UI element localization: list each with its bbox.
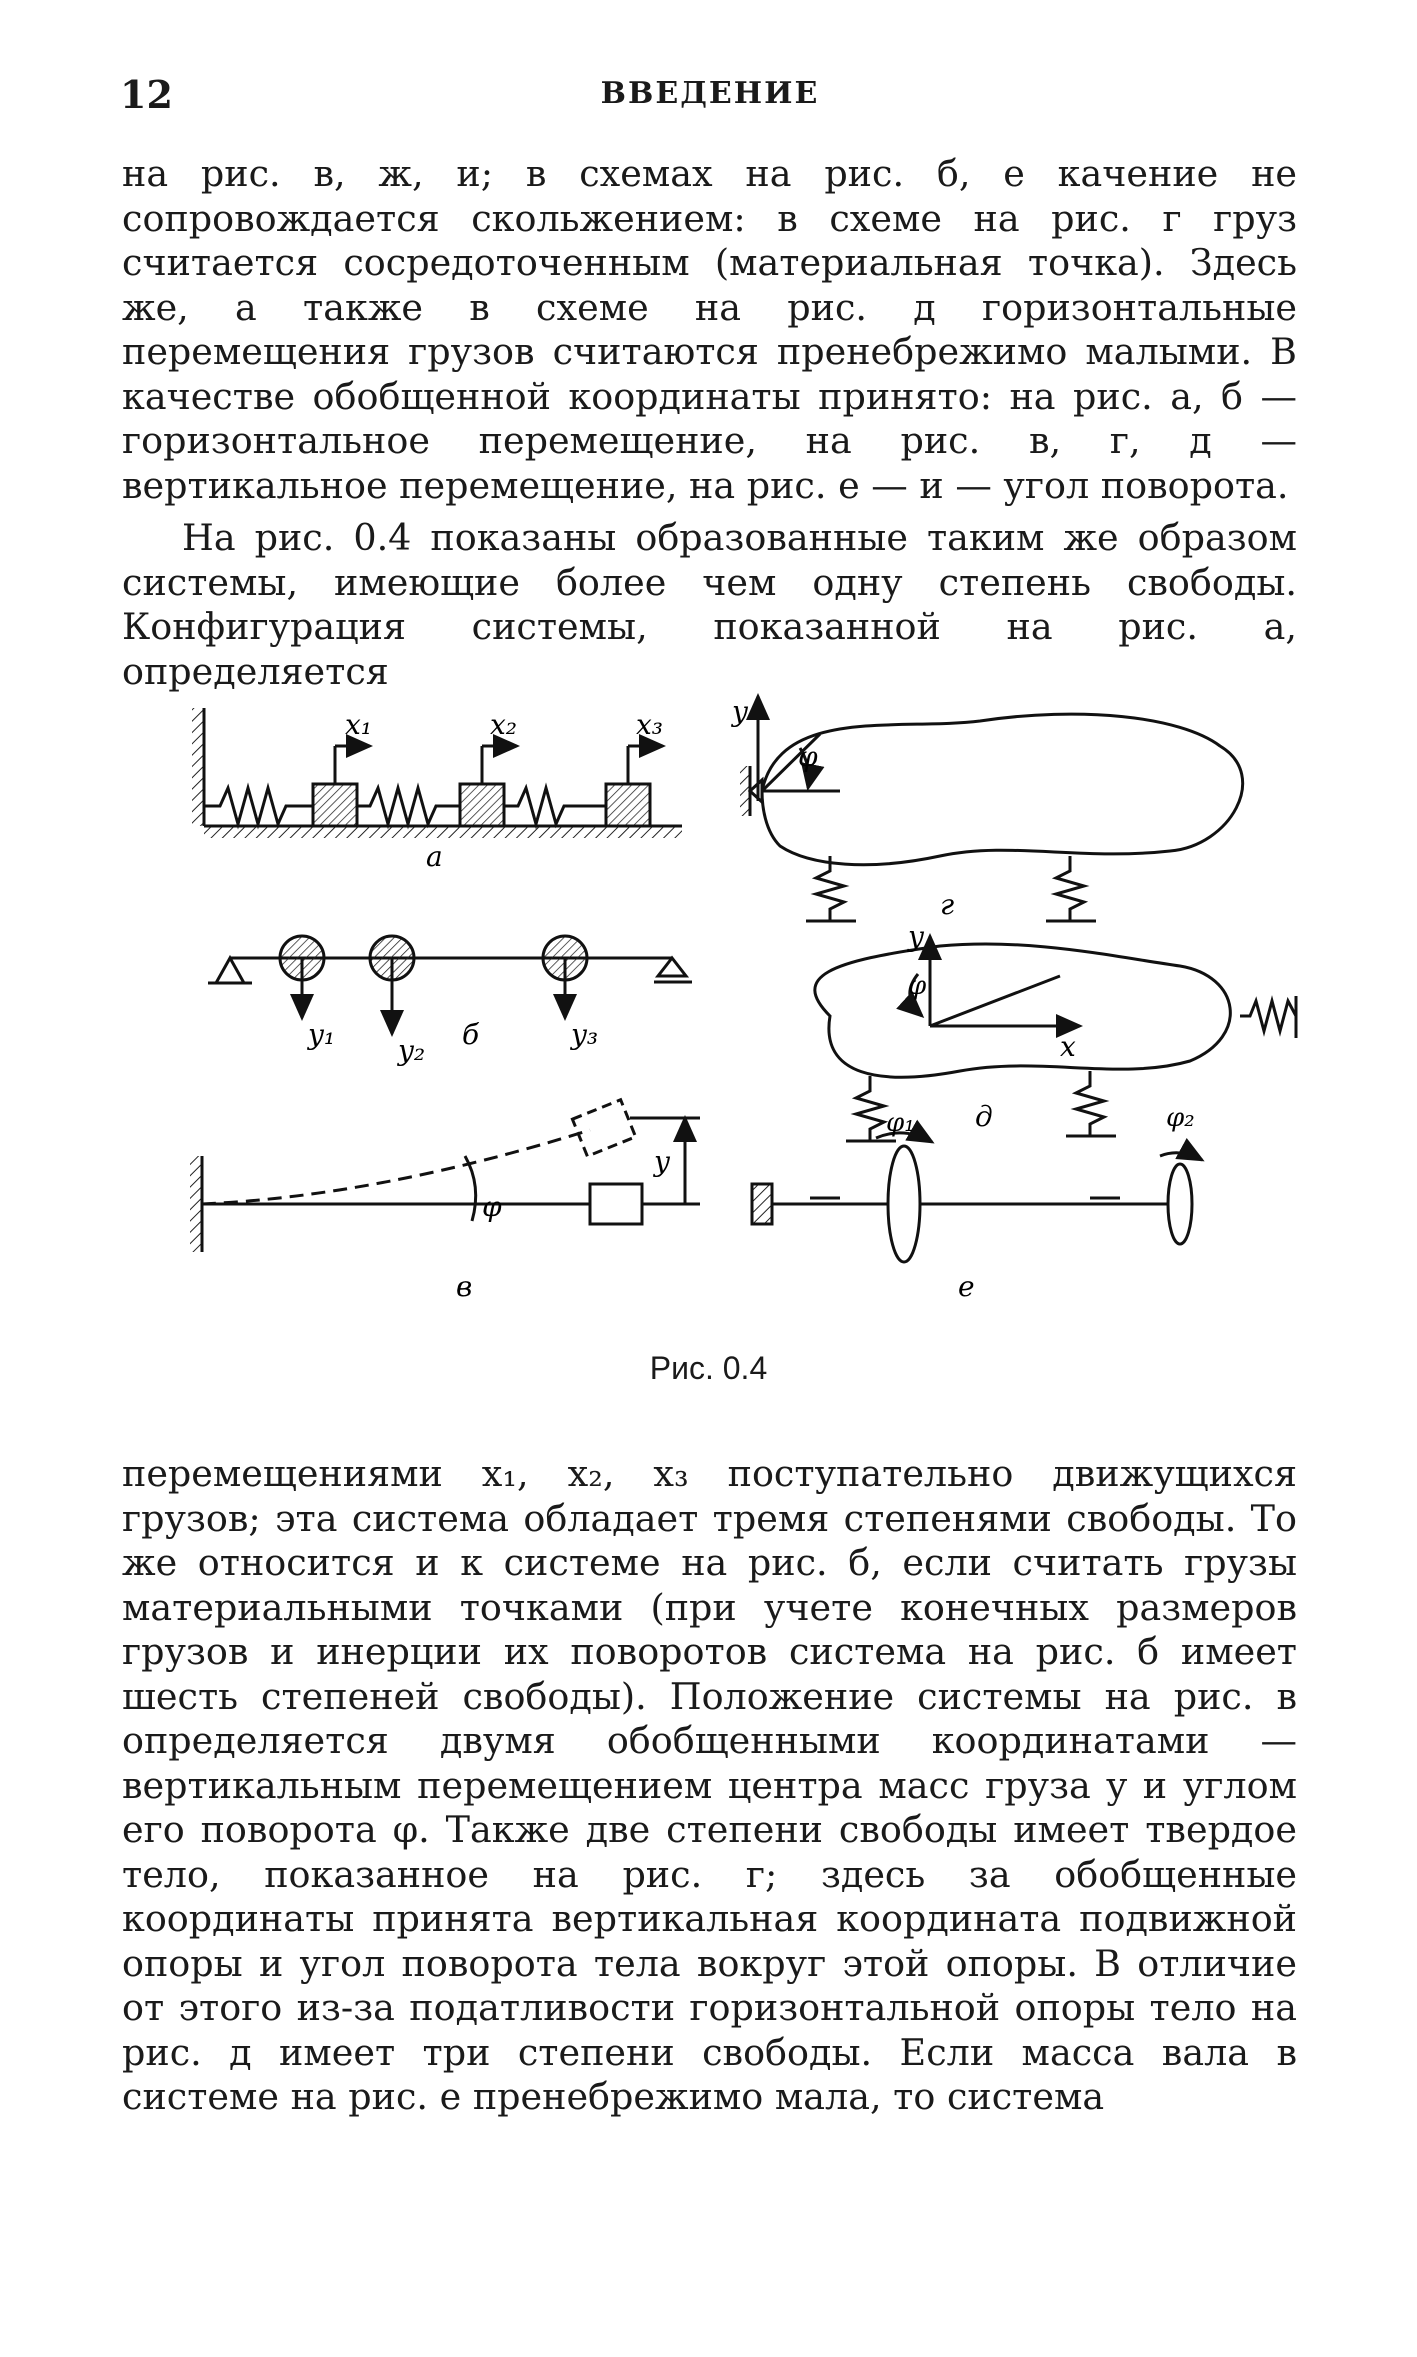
paragraph-3-text: перемещениями x₁, x₂, x₃ поступательно движущихся грузов; эта система обладает тремя степенями свободы. То же относится и к системе на рис. б, если считать грузы материальными точками (при учете конечных размеров грузов и инерции их поворотов система на рис. б имеет шесть степеней свободы). Положение системы на рис. в определяется двумя обобщенными координатами — вертикальным перемещением центра масс груза y и углом его поворота φ. Также две степени свободы имеет твердое тело, показанное на рис. г; здесь за обобщенные координаты принята вертикальная координата подвижной опоры и угол поворота тела вокруг этой опоры. В отличие от этого из-за податливости горизонтальной опоры тело на рис. д имеет три степени свободы. Если масса вала в системе на рис. е пренебрежимо мала, то система [122, 1452, 1297, 2118]
page-header [120, 72, 1300, 122]
label-x-panel-d: x [1060, 1030, 1076, 1063]
label-phi-panel-v: φ [482, 1190, 502, 1223]
panel-label-d: д [975, 1100, 993, 1133]
figure-caption: Рис. 0.4 [649, 1350, 768, 1386]
panel-label-v: в [456, 1270, 473, 1303]
figure-0-4 [180, 676, 1300, 1316]
label-y-panel-g: y [732, 695, 748, 728]
page-number: 12 [120, 72, 173, 117]
label-y-panel-d: y [908, 920, 924, 953]
paragraph-1-text: на рис. в, ж, и; в схемах на рис. б, е качение не сопровождается скольжением: в схеме на рис. г груз считается сосредоточенным (материальная точка). Здесь же, а также в схеме на рис. д горизонтальные перемещения грузов считаются пренебрежимо малыми. В качестве обобщенной координаты принято: на рис. а, б — горизонтальное перемещение, на рис. в, г, д — вертикальное перемещение, на рис. е — и — угол поворота. [122, 152, 1297, 507]
panel-label-b: б [462, 1018, 480, 1051]
panel-v-diagram [190, 1100, 700, 1252]
label-y1: y₁ [308, 1018, 336, 1051]
running-head: ВВЕДЕНИЕ [600, 76, 820, 111]
panel-a-diagram [192, 708, 682, 838]
label-y2: y₂ [398, 1034, 426, 1067]
label-phi-panel-g: φ [798, 740, 818, 773]
panel-label-e: е [958, 1270, 975, 1303]
label-x1: x₁ [345, 708, 373, 741]
label-y3: y₃ [571, 1018, 599, 1051]
label-y-panel-v: y [654, 1145, 670, 1178]
label-x2: x₂ [490, 708, 518, 741]
label-phi1: φ₁ [886, 1108, 915, 1138]
panel-g-diagram [740, 696, 1243, 921]
label-phi2: φ₂ [1166, 1103, 1195, 1133]
label-phi-panel-d: φ [908, 971, 927, 1001]
paragraph-2 [122, 516, 1297, 694]
panel-e-diagram [752, 1133, 1202, 1262]
panel-b-diagram [208, 936, 692, 1034]
panel-label-g: г [940, 888, 955, 921]
paragraph-2-text: На рис. 0.4 показаны образованные таким же образом системы, имеющие более чем одну степень свободы. Конфигурация системы, показанной на рис. а, определяется [122, 516, 1297, 693]
paragraph-1 [122, 152, 1297, 508]
label-x3: x₃ [636, 708, 664, 741]
panel-label-a: а [426, 840, 443, 873]
paragraph-3 [122, 1452, 1297, 2120]
